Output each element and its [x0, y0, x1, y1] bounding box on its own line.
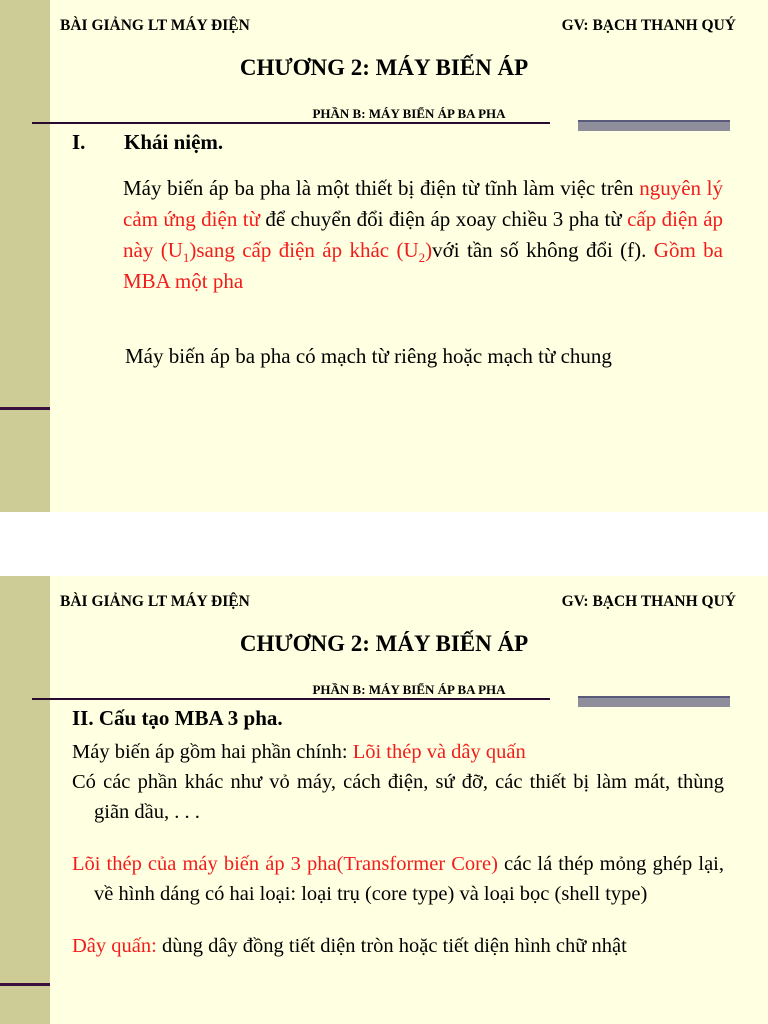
highlight-run: Gồm ba MBA một pha: [123, 238, 723, 293]
magnetic-circuit-paragraph: Máy biến áp ba pha có mạch từ riêng hoặc mạch từ chung: [125, 344, 612, 368]
header-rule-grey: [578, 120, 730, 131]
text-run: Máy biến áp ba pha là một thiết bị điện từ tĩnh làm việc trên: [123, 176, 640, 200]
highlight-run: )sang cấp điện áp khác (U: [189, 238, 419, 262]
text-run: với tần số không đổi (f).: [432, 238, 654, 262]
section-heading: [72, 130, 223, 155]
section-heading: II. Cấu tạo MBA 3 pha.: [72, 706, 283, 730]
subscript: 1: [182, 250, 190, 266]
core-line: [72, 849, 724, 909]
highlight-run: cấp điện áp này (U: [123, 207, 724, 262]
text-run: các lá thép mỏng ghép lại, về hình dáng có hai loại: loại trụ (core type) và loại bọc (shell type): [94, 853, 725, 905]
header-course-title: BÀI GIẢNG LT MÁY ĐIỆN: [60, 593, 250, 610]
header-rule-dark: [32, 698, 550, 700]
highlight-run: nguyên lý cảm ứng điện từ: [123, 176, 724, 231]
header-rule-dark: [32, 122, 550, 124]
highlight-run: Dây quấn:: [72, 935, 157, 957]
chapter-title: CHƯƠNG 2: MÁY BIẾN ÁP: [239, 631, 529, 656]
text-run: để chuyển đổi điện áp xoay chiều 3 pha từ: [259, 207, 628, 231]
sidebar-divider: [0, 983, 50, 986]
part-title: PHẦN B: MÁY BIẾN ÁP BA PHA: [312, 107, 506, 119]
header-rule-grey: [578, 696, 730, 707]
sidebar-divider: [0, 407, 50, 410]
winding-line: [72, 931, 724, 961]
definition-paragraph: [123, 173, 723, 297]
highlight-run: ): [425, 238, 433, 262]
highlight-run: Lõi thép và dây quấn: [352, 741, 526, 763]
header-lecturer: GV: BẠCH THANH QUÝ: [561, 593, 736, 610]
text-run: Máy biến áp gồm hai phần chính:: [72, 741, 353, 763]
highlight-run: Lõi thép của máy biến áp 3 pha(Transformer Core): [72, 853, 498, 875]
slide-2: [0, 576, 768, 1024]
section-number: I.: [72, 130, 86, 154]
main-parts-line: [72, 737, 724, 767]
text-run: dùng dây đồng tiết diện tròn hoặc tiết diện hình chữ nhật: [156, 935, 627, 957]
section-title: Khái niệm.: [124, 130, 224, 154]
chapter-title: CHƯƠNG 2: MÁY BIẾN ÁP: [239, 55, 529, 80]
structure-body: [72, 737, 724, 961]
slide-gap: [0, 512, 768, 576]
header-course-title: BÀI GIẢNG LT MÁY ĐIỆN: [60, 17, 250, 34]
header-lecturer: GV: BẠCH THANH QUÝ: [561, 17, 736, 34]
subscript: 2: [418, 250, 426, 266]
part-title: PHẦN B: MÁY BIẾN ÁP BA PHA: [312, 683, 506, 695]
other-parts-line: Có các phần khác như vỏ máy, cách điện, sứ đỡ, các thiết bị làm mát, thùng giãn dầu, . . .: [72, 771, 724, 823]
